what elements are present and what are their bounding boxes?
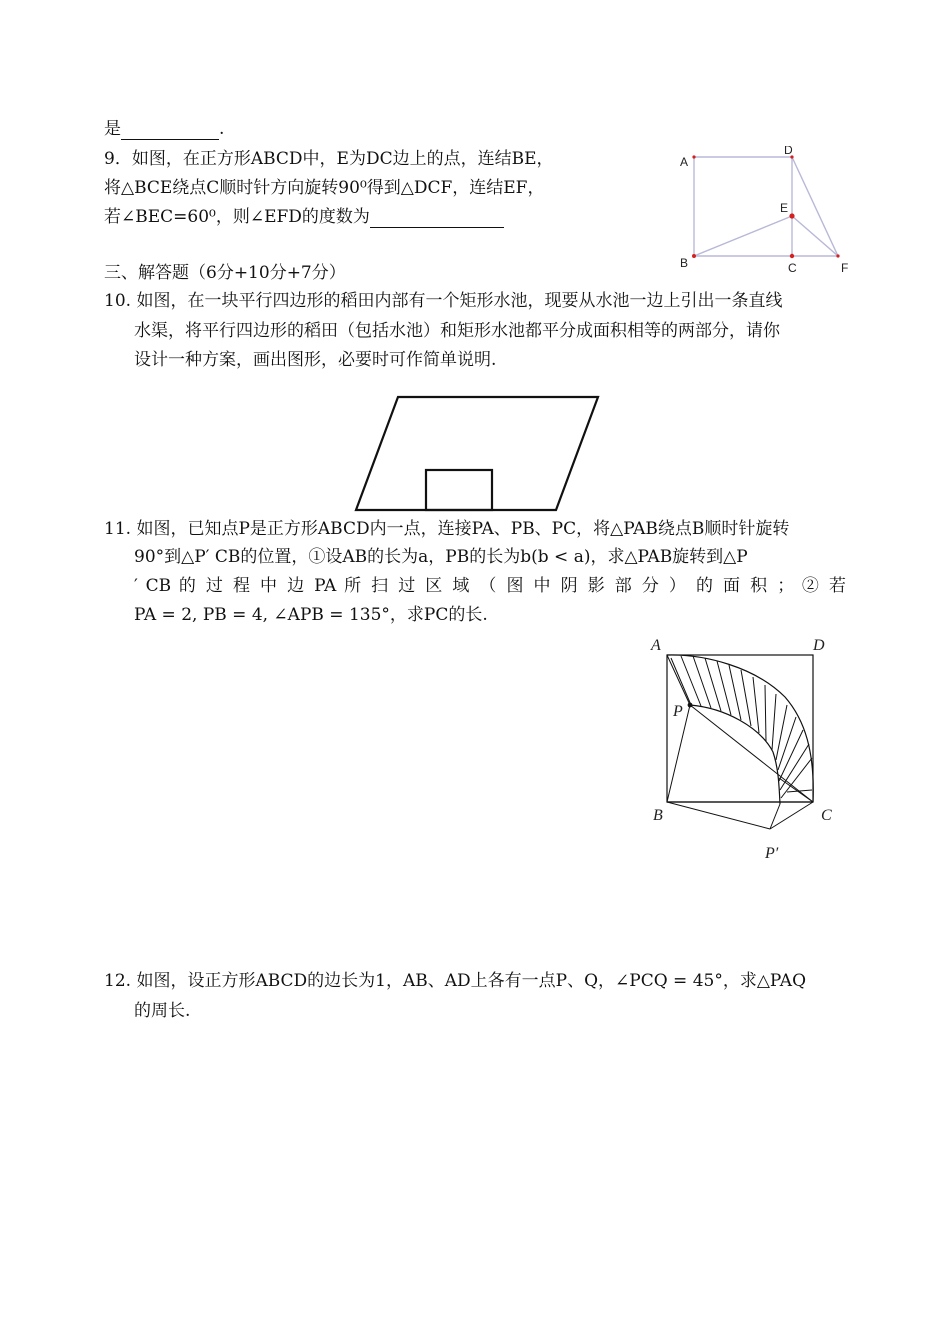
q9-label-d: D (784, 146, 793, 157)
answer-blank-9[interactable] (370, 209, 504, 228)
q11-line-1: 11. 如图，已知点P是正方形ABCD内一点，连接PA、PB、PC，将△PAB绕点B顺时针旋转 (104, 519, 790, 539)
q9-point-c (790, 254, 794, 258)
q9-point-b (692, 254, 696, 258)
q11-segment-p-prime-c (770, 802, 813, 829)
q11-line-2: 90°到△P′ CB的位置，①设AB的长为a，PB的长为b(b < a)，求△PAB旋转到△P (134, 547, 748, 567)
q9-edge-df (792, 157, 838, 256)
q9-label-f: F (841, 261, 849, 272)
q9-label-c: C (788, 261, 797, 272)
q10-figure (350, 392, 606, 516)
q11-segment-pc (690, 705, 813, 802)
q9-figure (676, 146, 850, 272)
q9-line-2: 将△BCE绕点C顺时针方向旋转90⁰得到△DCF，连结EF， (104, 178, 545, 198)
q11-label-p-prime: P′ (765, 845, 779, 862)
q9-edge-ef (792, 216, 838, 256)
q9-edge-be (694, 216, 792, 256)
q9-point-e (789, 213, 794, 218)
answer-blank-8[interactable] (121, 121, 219, 140)
q11-label-c: C (821, 807, 832, 824)
prev-question-tail (104, 118, 224, 140)
q11-segment-pa (667, 655, 690, 705)
q11-label-d: D (813, 637, 825, 654)
prev-suffix: . (219, 119, 225, 139)
q9-label-b: B (680, 256, 689, 270)
section-heading: 三、解答题（6分+10分+7分） (104, 263, 346, 283)
q9-point-a (692, 155, 695, 158)
q10-line-1: 10. 如图，在一块平行四边形的稻田内部有一个矩形水池，现要从水池一边上引出一条直线 (104, 291, 783, 311)
q11-line-4: PA = 2, PB = 4, ∠APB = 135°，求PC的长. (134, 605, 488, 625)
prev-prefix: 是 (104, 119, 121, 139)
q9-point-f (836, 254, 839, 257)
q9-label-a: A (680, 155, 689, 169)
q11-segment-p-prime-arc (770, 804, 780, 829)
q11-segment-bp-prime (667, 802, 770, 829)
q11-label-b: B (653, 807, 663, 824)
q12-line-1: 12. 如图，设正方形ABCD的边长为1，AB、AD上各有一点P、Q，∠PCQ = 45°，求△PAQ (104, 971, 807, 991)
q11-figure (645, 632, 845, 868)
q12-line-2: 的周长. (134, 1001, 191, 1021)
q11-label-a: A (651, 637, 661, 654)
q9-label-e: E (780, 201, 789, 215)
q10-line-3: 设计一种方案，画出图形，必要时可作简单说明. (134, 350, 497, 370)
q11-label-p: P (673, 703, 683, 720)
q11-shaded-region (671, 656, 813, 802)
q10-line-2: 水渠，将平行四边形的稻田（包括水池）和矩形水池都平分成面积相等的两部分，请你 (134, 321, 780, 341)
q10-pond-rectangle (426, 470, 492, 510)
q11-line-3: ′ CB 的 过 程 中 边 PA 所 扫 过 区 域 （ 图 中 阴 影 部 分 ） 的 面 积 ； ② 若 (134, 576, 846, 596)
q11-inner-arc (690, 705, 780, 804)
q9-line-1: 9．如图，在正方形ABCD中，E为DC边上的点，连结BE， (104, 149, 554, 169)
q10-parallelogram (356, 397, 598, 510)
q11-point-p (688, 703, 693, 708)
q9-line-3-text: 若∠BEC=60⁰，则∠EFD的度数为 (104, 207, 370, 227)
q9-line-3 (104, 206, 504, 228)
